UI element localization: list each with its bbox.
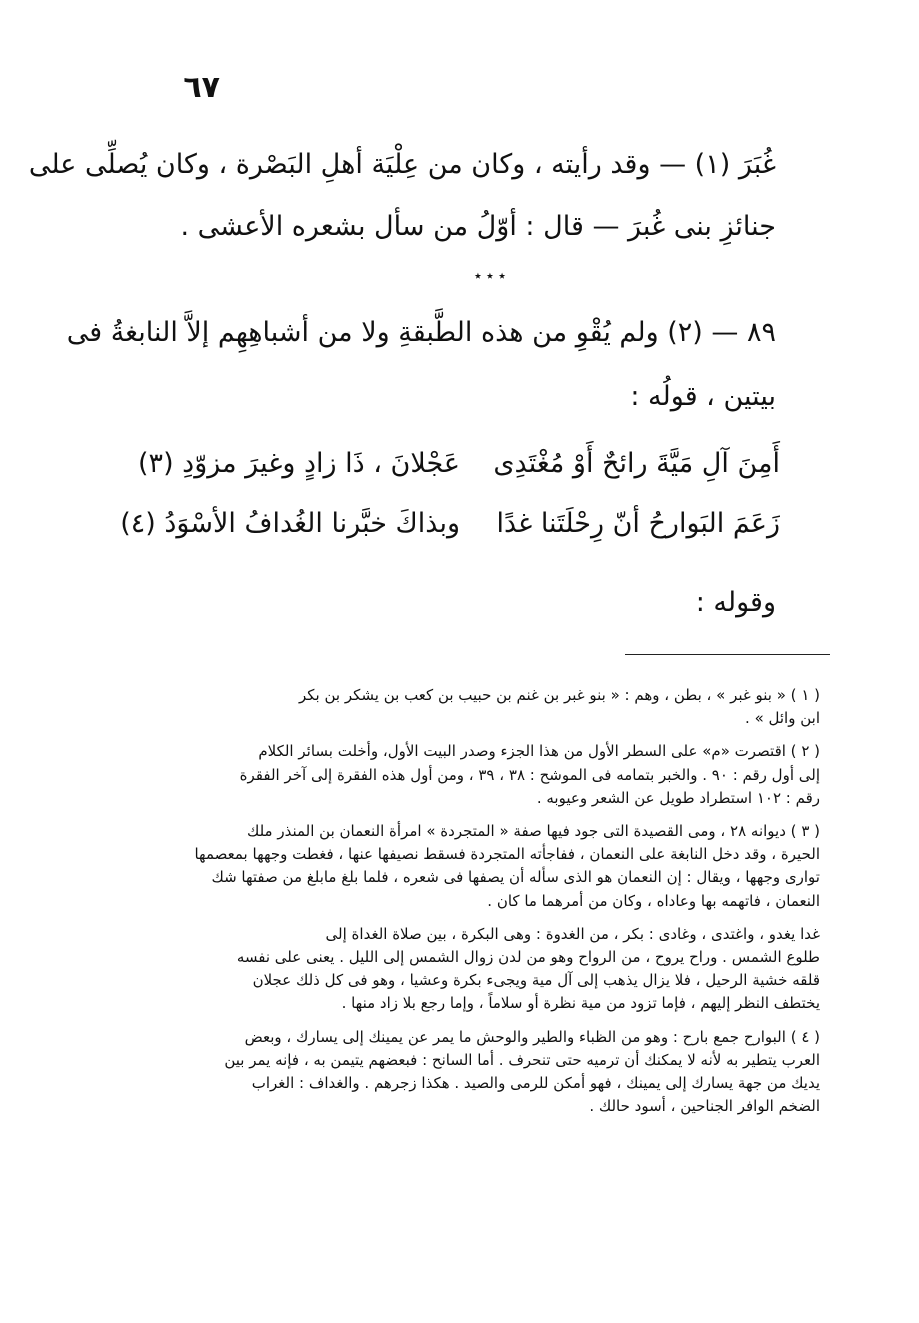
section-separator: ٭ ٭ ٭	[474, 268, 506, 284]
page-number: ٦٧	[183, 70, 220, 105]
footnote-1	[140, 684, 820, 730]
footnote-line: إلى أول رقم : ٩٠ . والخبر بتمامه فى الموشح : ٣٨ ، ٣٩ ، ومن أول هذه الفقرة إلى آخر الفقرة	[239, 765, 820, 784]
verse-2-second-hemistich: وبذاكَ خبَّرنا الغُدافُ الأسْوَدُ (٤)	[120, 508, 460, 539]
main-line-5: وقوله :	[695, 587, 776, 618]
footnote-line: الضخم الوافر الجناحين ، أسود حالك .	[589, 1097, 820, 1116]
verse-2	[120, 508, 780, 548]
footnote-line: يختطف النظر إليهم ، فإما تزود من مية نظرة أو سلاماً ، وإما رجع بلا زاد منها .	[341, 994, 820, 1013]
main-line-3: ٨٩ — (٢) ولم يُقْوِ من هذه الطَّبقةِ ولا من أشباهِهِم إلاَّ النابغةُ فى	[66, 317, 776, 348]
footnote-divider	[625, 654, 830, 655]
footnote-line: رقم : ١٠٢ استطراد طويل عن الشعر وعيوبه .	[536, 788, 820, 807]
footnote-line: ( ٢ ) اقتصرت «م» على السطر الأول من هذا الجزء وصدر البيت الأول، وأخلت بسائر الكلام	[258, 742, 820, 761]
footnote-4	[140, 1026, 820, 1119]
main-line-1: غُبَرَ (١) — وقد رأيته ، وكان من عِلْيَة أهلِ البَصْرة ، وكان يُصلِّى على	[28, 149, 776, 180]
footnote-2	[140, 740, 820, 810]
main-line-2: جنائزِ بنى غُبرَ — قال : أوّلُ من سأل بشعره الأعشى .	[180, 211, 776, 242]
footnotes	[140, 684, 820, 1128]
footnote-line: النعمان ، فاتهمه بها وعاداه ، وكان من أمرهما ما كان .	[487, 891, 820, 910]
verse-2-first-hemistich: زَعَمَ البَوارحُ أنّ رِحْلَتَنا غدًا	[496, 508, 780, 539]
footnote-line: ( ١ ) « بنو غبر » ، بطن ، وهم : « بنو غبر بن غنم بن حبيب بن كعب بن يشكر بن بكر	[298, 686, 820, 704]
footnote-line: ( ٣ ) ديوانه ٢٨ ، ومى القصيدة التى جود فيها صفة « المتجردة » امرأة النعمان بن المنذر ملك	[246, 822, 820, 841]
verse-1-first-hemistich: أَمِنَ آلِ مَيَّةَ رائحٌ أَوْ مُغْتَدِى	[493, 448, 780, 479]
verse-1-second-hemistich: عَجْلانَ ، ذَا زادٍ وغيرَ مزوّدِ (٣)	[138, 448, 460, 479]
footnote-line: توارى وجهها ، ويقال : إن النعمان هو الذى سأله أن يصفها فى شعره ، فلما بلغ مابلغ من صفتها شك	[211, 868, 820, 887]
footnote-line: الحيرة ، وقد دخل النابغة على النعمان ، ففاجأته المتجردة فسقط نصيفها عنها ، فغطت وجهها بمعصمها	[194, 845, 820, 864]
footnote-3	[140, 820, 820, 913]
footnote-line: طلوع الشمس . وراح يروح ، من الرواح وهو من لدن زوال الشمس إلى الليل . يعنى على نفسه	[236, 948, 820, 967]
footnote-line: غدا يغدو ، واغتدى ، وغادى : بكر ، من الغدوة : وهى البكرة ، بين صلاة الغداة إلى	[325, 924, 820, 943]
footnote-line: ابن وائل » .	[745, 709, 820, 728]
main-line-4: بيتين ، قولُه :	[630, 381, 776, 412]
footnote-line: العرب يتطير به لأنه لا يمكنك أن ترميه حتى تنحرف . أما السانح : فبعضهم يتيمن به ، فإنه يمر بين	[224, 1050, 820, 1069]
footnote-line: قلقه خشية الرحيل ، فلا يزال يذهب إلى آل مية ويجىء بكرة وعشيا ، وهو فى كل ذلك عجلان	[252, 971, 820, 990]
footnote-3-continued	[140, 923, 820, 1016]
footnote-line: يديك من جهة يسارك إلى يمينك ، فهو أمكن للرمى والصيد . هكذا زجرهم . والغداف : الغراب	[251, 1074, 820, 1093]
footnote-line: ( ٤ ) البوارح جمع بارح : وهو من الظباء والطير والوحش ما يمر عن يمينك إلى يسارك ، وبعض	[244, 1027, 820, 1046]
verse-1	[140, 448, 780, 488]
